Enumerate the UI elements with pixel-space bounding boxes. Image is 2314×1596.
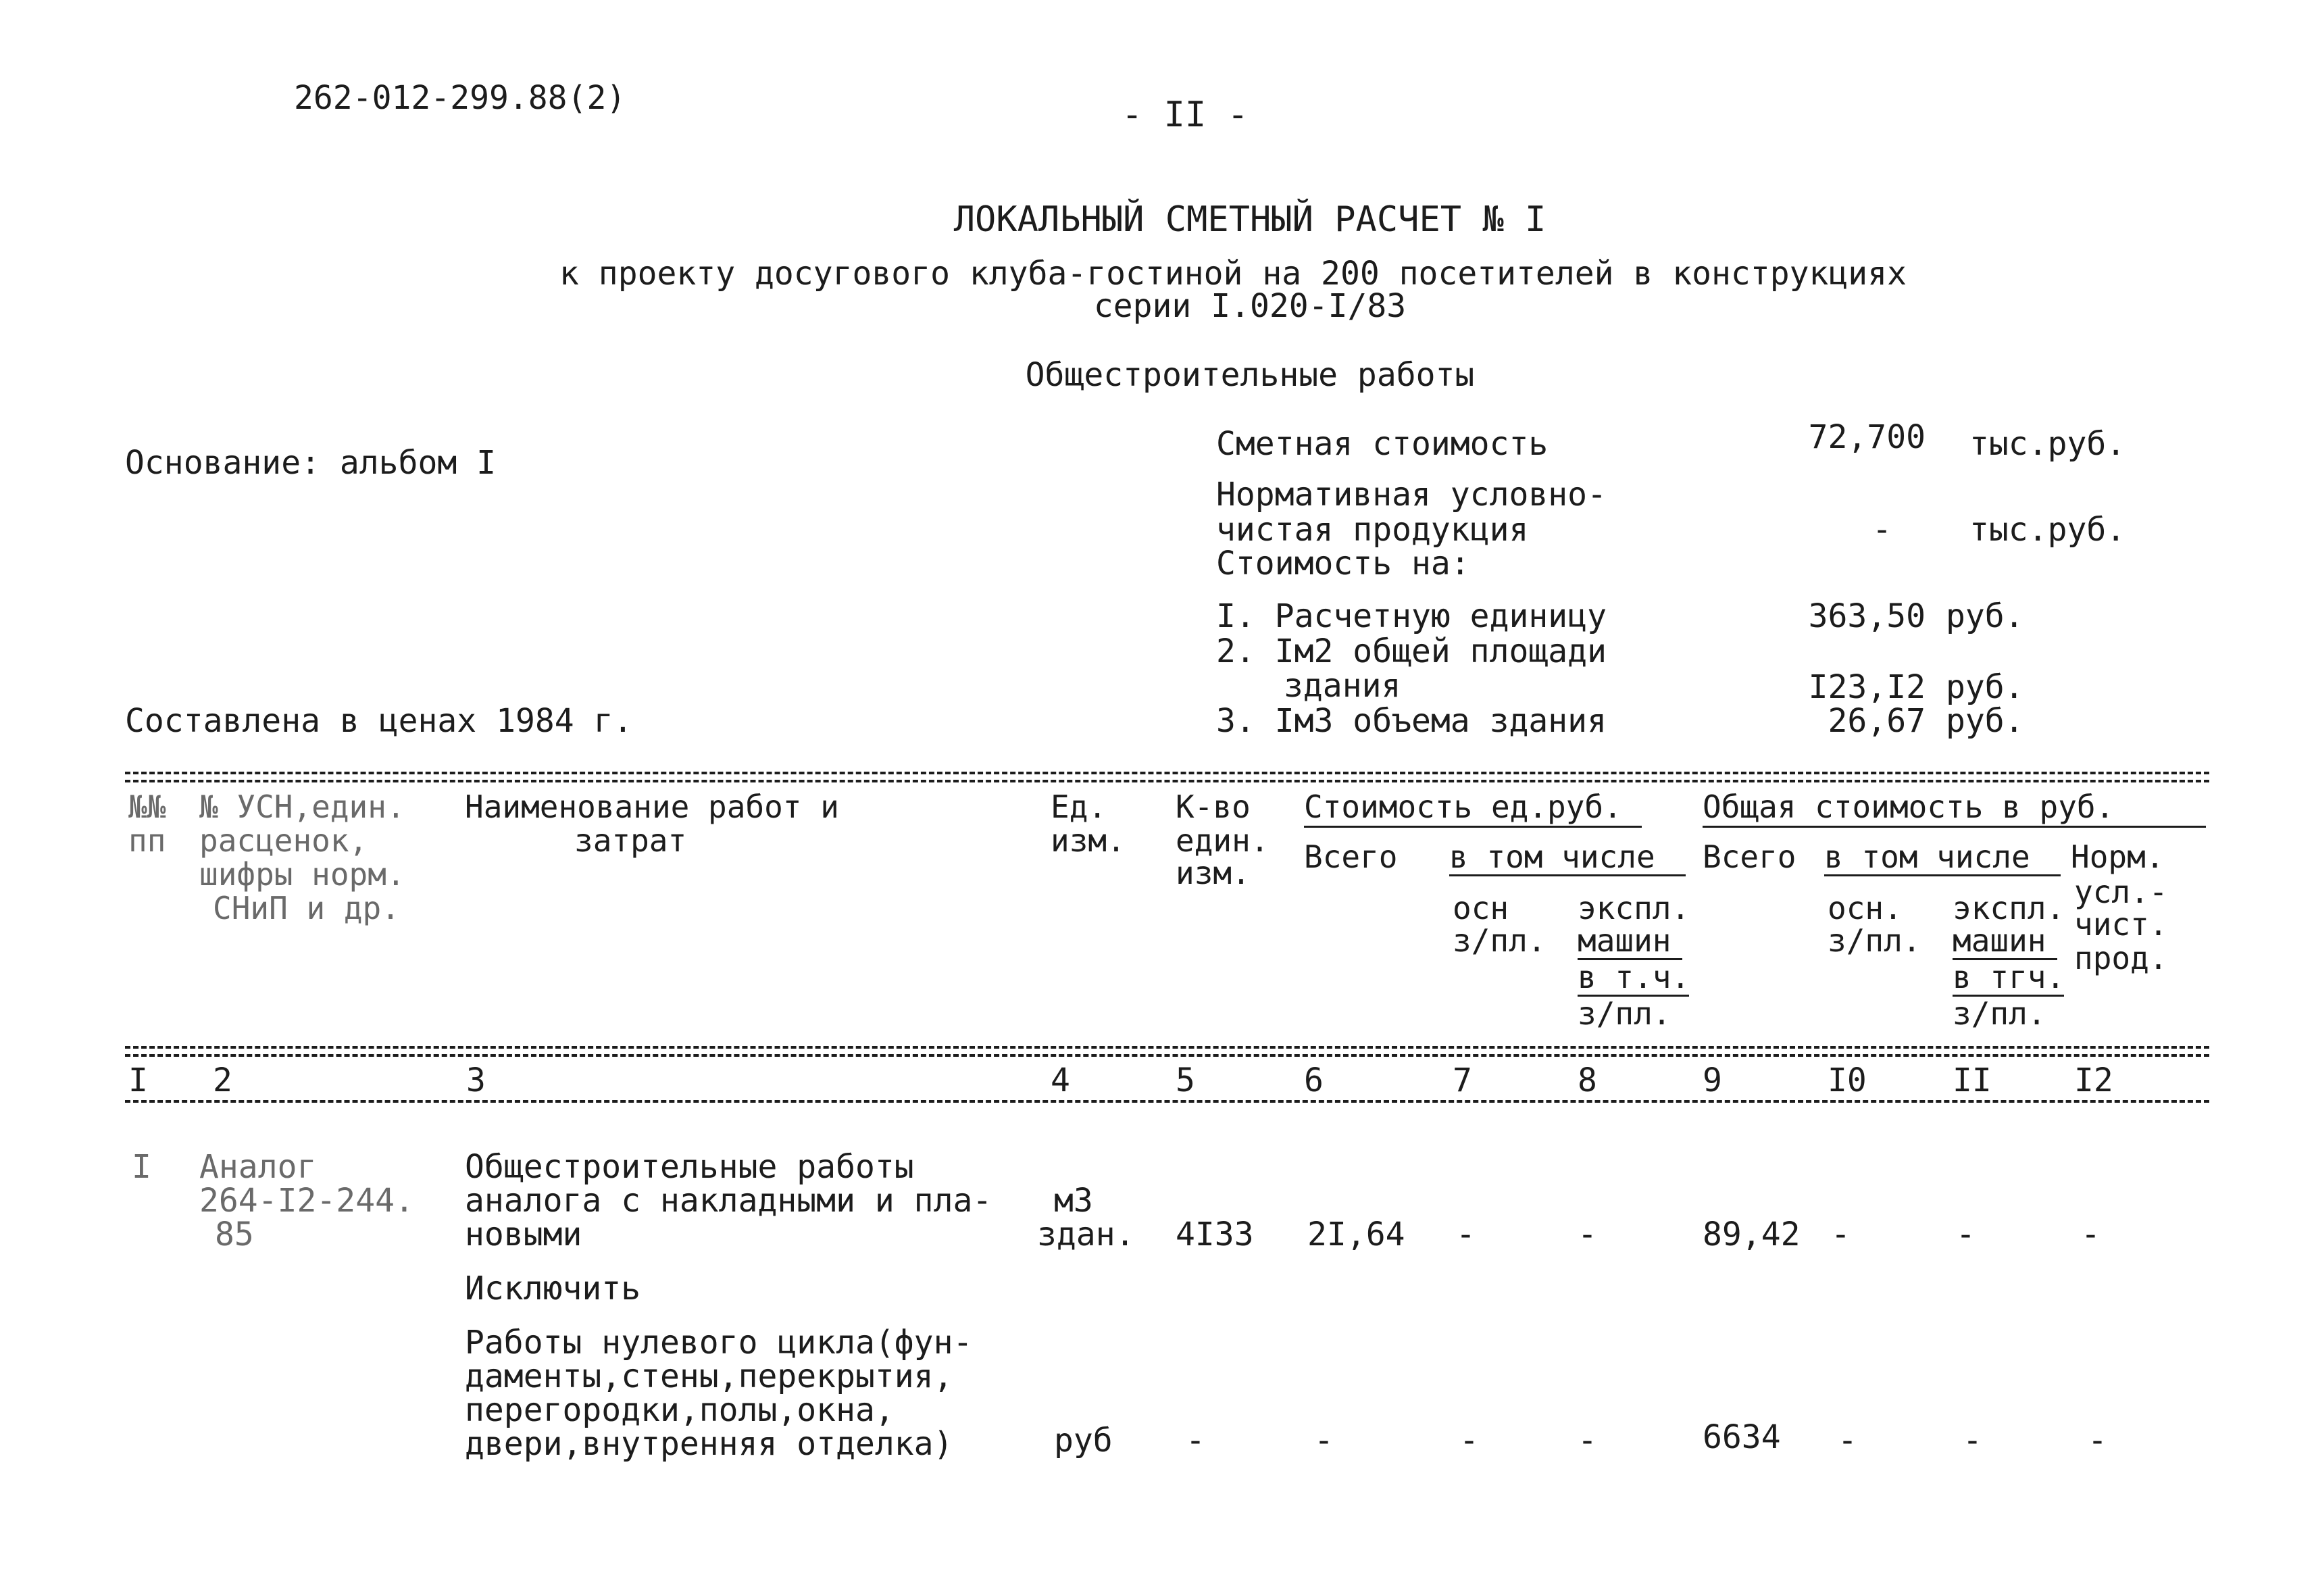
cost-item-2-label-2: здания — [1284, 667, 1401, 705]
header-bottom-rule — [125, 1046, 2209, 1049]
total-cost-incl-underline — [1824, 874, 2061, 876]
row1-total-wage: - — [1831, 1216, 1851, 1253]
col4-header-2: изм. — [1051, 822, 1126, 859]
col10-header: осн. — [1828, 890, 1903, 926]
column-numbers-rule — [125, 1100, 2209, 1103]
normative-value: - — [1872, 511, 1892, 549]
col2-header-4: СНиП и др. — [213, 890, 400, 926]
table-top-rule-2 — [125, 780, 2209, 782]
col4-header: Ед. — [1051, 789, 1107, 825]
row2-total-machines: - — [1963, 1422, 1982, 1460]
document-subtitle: к проекту досугового клуба-гостиной на 200 посетителей в конструкциях — [559, 255, 1907, 293]
row2-name-2: даменты,стены,перекрытия, — [465, 1357, 953, 1395]
estimate-cost-value: 72,700 — [1808, 418, 1926, 456]
col11-header-2: машин — [1953, 922, 2046, 959]
col11-header: экспл. — [1953, 890, 2065, 926]
page-number: - II - — [1122, 95, 1249, 135]
col1-header: №№ — [128, 789, 166, 825]
col8-header-2: машин — [1578, 922, 1671, 959]
estimate-cost-unit: тыс.руб. — [1969, 425, 2126, 463]
header-bottom-rule-2 — [125, 1054, 2209, 1057]
estimate-cost-label: Сметная стоимость — [1216, 425, 1549, 463]
col8-header: экспл. — [1578, 890, 1690, 926]
row1-name-2: аналога с накладными и пла- — [465, 1182, 992, 1220]
unit-cost-group-header: Стоимость ед.руб. — [1304, 789, 1622, 825]
col5-header: К-во — [1176, 789, 1251, 825]
col-number: 4 — [1051, 1062, 1070, 1099]
unit-cost-incl-header: в том числе — [1449, 839, 1655, 875]
row2-unit-total: - — [1314, 1422, 1334, 1460]
col12-header: Норм. — [2071, 839, 2165, 875]
col7-header: осн — [1453, 890, 1509, 926]
col12-header-4: прод. — [2074, 940, 2168, 976]
col-number: I0 — [1828, 1062, 1867, 1099]
total-cost-group-underline — [1703, 826, 2206, 828]
row1-unit-wage: - — [1456, 1216, 1476, 1253]
col-number: 5 — [1176, 1062, 1195, 1099]
row2-total: 6634 — [1703, 1418, 1781, 1456]
col5-header-3: изм. — [1176, 855, 1251, 891]
cost-item-2-unit: руб. — [1946, 668, 2024, 706]
row1-unit: м3 — [1054, 1182, 1093, 1220]
row2-total-wage: - — [1838, 1422, 1857, 1460]
col11-header-3: в тгч. — [1953, 959, 2065, 995]
col11-header-4: з/пл. — [1953, 995, 2046, 1032]
col3-header: Наименование работ и — [465, 789, 839, 825]
cost-item-3-label: 3. Iм3 объема здания — [1216, 702, 1607, 740]
cost-per-label: Стоимость на: — [1216, 545, 1470, 582]
normative-unit: тыс.руб. — [1969, 511, 2126, 549]
row1-name: Общестроительные работы — [465, 1148, 914, 1186]
row1-total-machines: - — [1956, 1216, 1976, 1253]
col6-header: Всего — [1304, 839, 1398, 875]
col-number: II — [1953, 1062, 1992, 1099]
col3-header-2: затрат — [574, 822, 687, 859]
col10-header-2: з/пл. — [1828, 922, 1921, 959]
col-number: 7 — [1453, 1062, 1472, 1099]
col9-header: Всего — [1703, 839, 1796, 875]
row1-total: 89,42 — [1703, 1216, 1801, 1253]
col-number: I — [128, 1062, 148, 1099]
row1-quantity: 4I33 — [1176, 1216, 1254, 1253]
col-number: 8 — [1578, 1062, 1597, 1099]
document-title: ЛОКАЛЬНЫЙ СМЕТНЫЙ РАСЧЕТ № I — [953, 199, 1546, 240]
document-code: 262-012-299.88(2) — [294, 79, 626, 117]
col-number: I2 — [2074, 1062, 2113, 1099]
row2-unit-wage: - — [1459, 1422, 1479, 1460]
normative-label-1: Нормативная условно- — [1216, 476, 1607, 514]
row2-unit-machines: - — [1578, 1422, 1597, 1460]
section-title: Общестроительные работы — [1025, 356, 1475, 394]
total-cost-group-header: Общая стоимость в руб. — [1703, 789, 2115, 825]
col12-header-3: чист. — [2074, 906, 2168, 943]
total-cost-incl-header: в том числе — [1824, 839, 2030, 875]
col8-header-4: з/пл. — [1578, 995, 1671, 1032]
cost-item-2-value: I23,I2 — [1808, 668, 1926, 706]
cost-item-2-label: 2. Iм2 общей площади — [1216, 632, 1607, 670]
col12-header-2: усл.- — [2074, 874, 2168, 910]
row1-name-3: новыми — [465, 1216, 582, 1253]
col2-header: № УСН,един. — [199, 789, 405, 825]
col2-header-2: расценок, — [199, 822, 368, 859]
prices-text: Составлена в ценах 1984 г. — [125, 702, 633, 740]
row2-name-3: перегородки,полы,окна, — [465, 1391, 895, 1429]
cost-item-3-value: 26,67 — [1828, 702, 1926, 740]
col-number: 3 — [466, 1062, 486, 1099]
row1-code: Аналог — [199, 1148, 317, 1186]
unit-cost-incl-underline — [1449, 874, 1686, 876]
cost-item-3-unit: руб. — [1946, 702, 2024, 740]
col7-header-2: з/пл. — [1453, 922, 1546, 959]
row2-name-4: двери,внутренняя отделка) — [465, 1425, 953, 1463]
row1-number: I — [132, 1148, 151, 1186]
row2-norm-product: - — [2088, 1422, 2107, 1460]
row1-unit-machines: - — [1578, 1216, 1597, 1253]
col8-header-3: в т.ч. — [1578, 959, 1690, 995]
row1-unit-2: здан. — [1037, 1216, 1135, 1253]
row1-norm-product: - — [2081, 1216, 2101, 1253]
cost-item-1-value: 363,50 — [1808, 597, 1926, 635]
col-number: 6 — [1304, 1062, 1324, 1099]
unit-cost-group-underline — [1304, 826, 1642, 828]
basis-text: Основание: альбом I — [125, 444, 497, 482]
row2-quantity: - — [1186, 1422, 1205, 1460]
row1-unit-total: 2I,64 — [1307, 1216, 1405, 1253]
exclude-label: Исключить — [465, 1270, 641, 1307]
row2-unit: руб — [1054, 1422, 1113, 1460]
col1-header-2: пп — [128, 822, 166, 859]
row1-code-3: 85 — [215, 1216, 254, 1253]
col2-header-3: шифры норм. — [199, 856, 405, 893]
normative-label-2: чистая продукция — [1216, 511, 1529, 549]
table-top-rule — [125, 772, 2209, 774]
col-number: 2 — [213, 1062, 232, 1099]
col5-header-2: един. — [1176, 822, 1269, 859]
cost-item-1-unit: руб. — [1946, 597, 2024, 635]
cost-item-1-label: I. Расчетную единицу — [1216, 597, 1607, 635]
document-subtitle-series: серии I.020-I/83 — [1093, 287, 1407, 325]
col-number: 9 — [1703, 1062, 1722, 1099]
row1-code-2: 264-I2-244. — [199, 1182, 414, 1220]
row2-name: Работы нулевого цикла(фун- — [465, 1324, 973, 1362]
